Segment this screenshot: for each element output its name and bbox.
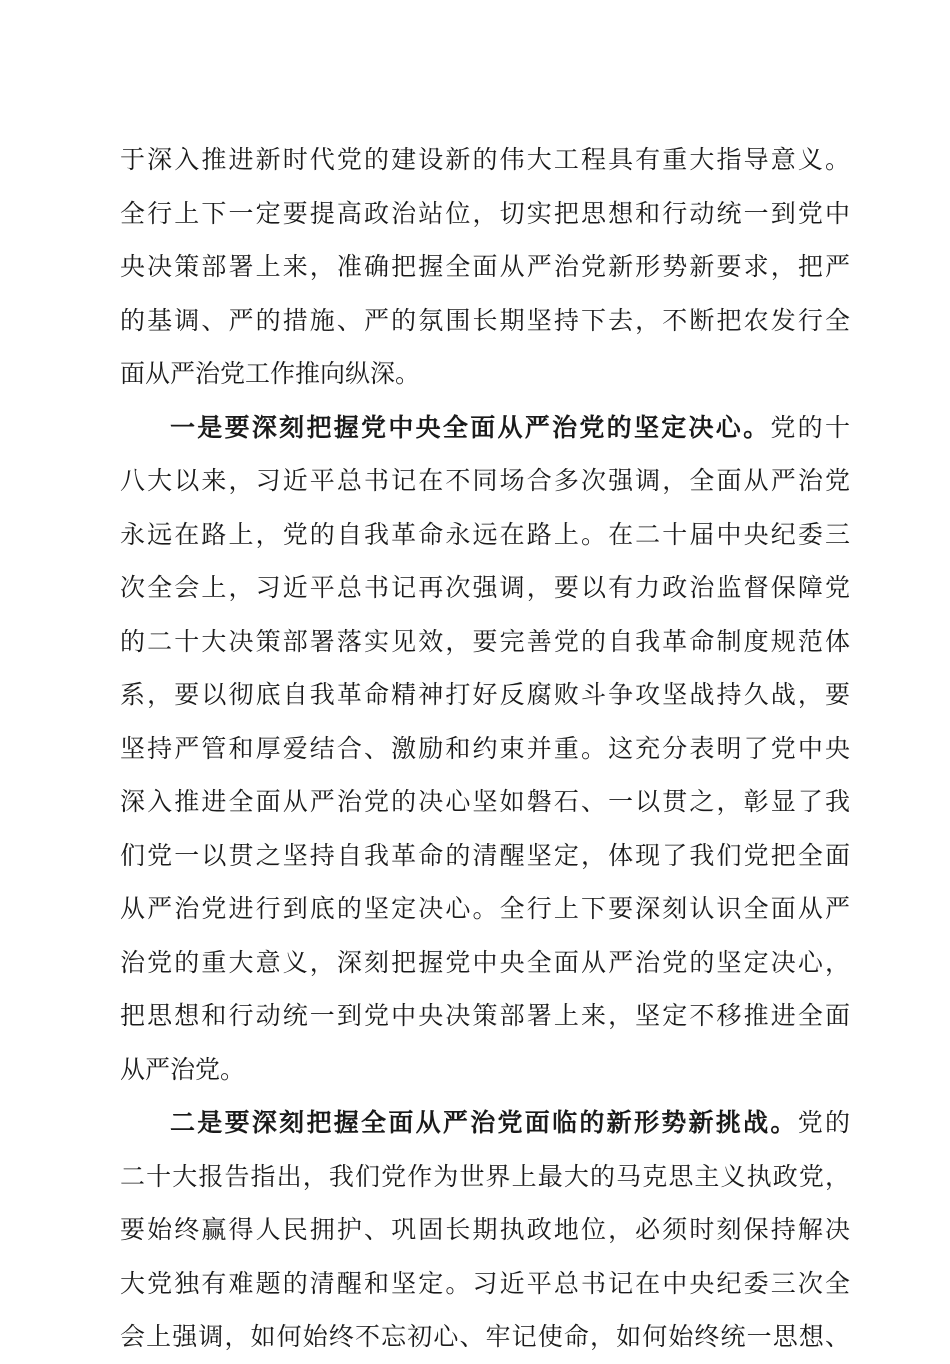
text-fragment: 党的十: [770, 412, 850, 442]
document-body: [120, 133, 850, 1364]
text-line: 于深入推进新时代党的建设新的伟大工程具有重大指导意义。: [120, 145, 850, 174]
paragraph-heading: 一是要深刻把握党中央全面从严治党的坚定决心。: [170, 412, 771, 442]
text-line: 从严治党进行到底的坚定决心。全行上下要深刻认识全面从严: [120, 894, 850, 923]
text-line: 面从严治党工作推向纵深。: [120, 359, 421, 388]
text-line: 深入推进全面从严治党的决心坚如磐石、一以贯之，彰显了我: [120, 787, 850, 816]
paragraph: [120, 133, 850, 401]
paragraph: [120, 401, 850, 1097]
text-line: 的基调、严的措施、严的氛围长期坚持下去，不断把农发行全: [120, 305, 850, 335]
text-line: 永远在路上，党的自我革命永远在路上。在二十届中央纪委三: [120, 519, 850, 549]
text-line: 央决策部署上来，准确把握全面从严治党新形势新要求，把严: [120, 252, 850, 281]
text-line: 把思想和行动统一到党中央决策部署上来，坚定不移推进全面: [120, 1001, 850, 1030]
text-line: 系，要以彻底自我革命精神打好反腐败斗争攻坚战持久战，要: [120, 680, 850, 709]
text-line: 全行上下一定要提高政治站位，切实把思想和行动统一到党中: [120, 198, 850, 228]
text-line: 次全会上，习近平总书记再次强调，要以有力政治监督保障党: [120, 573, 850, 602]
paragraph-heading: 二是要深刻把握全面从严治党面临的新形势新挑战。: [170, 1108, 798, 1137]
text-line: 的二十大决策部署落实见效，要完善党的自我革命制度规范体: [120, 626, 850, 656]
text-line: 从严治党。: [120, 1054, 246, 1084]
text-line: [120, 401, 850, 455]
text-line: 们党一以贯之坚持自我革命的清醒坚定，体现了我们党把全面: [120, 840, 850, 870]
text-line: 八大以来，习近平总书记在不同场合多次强调，全面从严治党: [120, 466, 850, 495]
text-line: 要始终赢得人民拥护、巩固长期执政地位，必须时刻保持解决: [120, 1215, 850, 1244]
text-line: 会上强调，如何始终不忘初心、牢记使命，如何始终统一思想、: [120, 1322, 850, 1351]
text-line: 治党的重大意义，深刻把握党中央全面从严治党的坚定决心，: [120, 947, 850, 977]
text-fragment: 党的: [797, 1108, 850, 1137]
text-line: 大党独有难题的清醒和坚定。习近平总书记在中央纪委三次全: [120, 1268, 850, 1298]
text-line: [120, 1096, 850, 1150]
text-line: 二十大报告指出，我们党作为世界上最大的马克思主义执政党，: [120, 1161, 850, 1191]
paragraph: [120, 1096, 850, 1364]
text-line: 坚持严管和厚爱结合、激励和约束并重。这充分表明了党中央: [120, 733, 850, 763]
